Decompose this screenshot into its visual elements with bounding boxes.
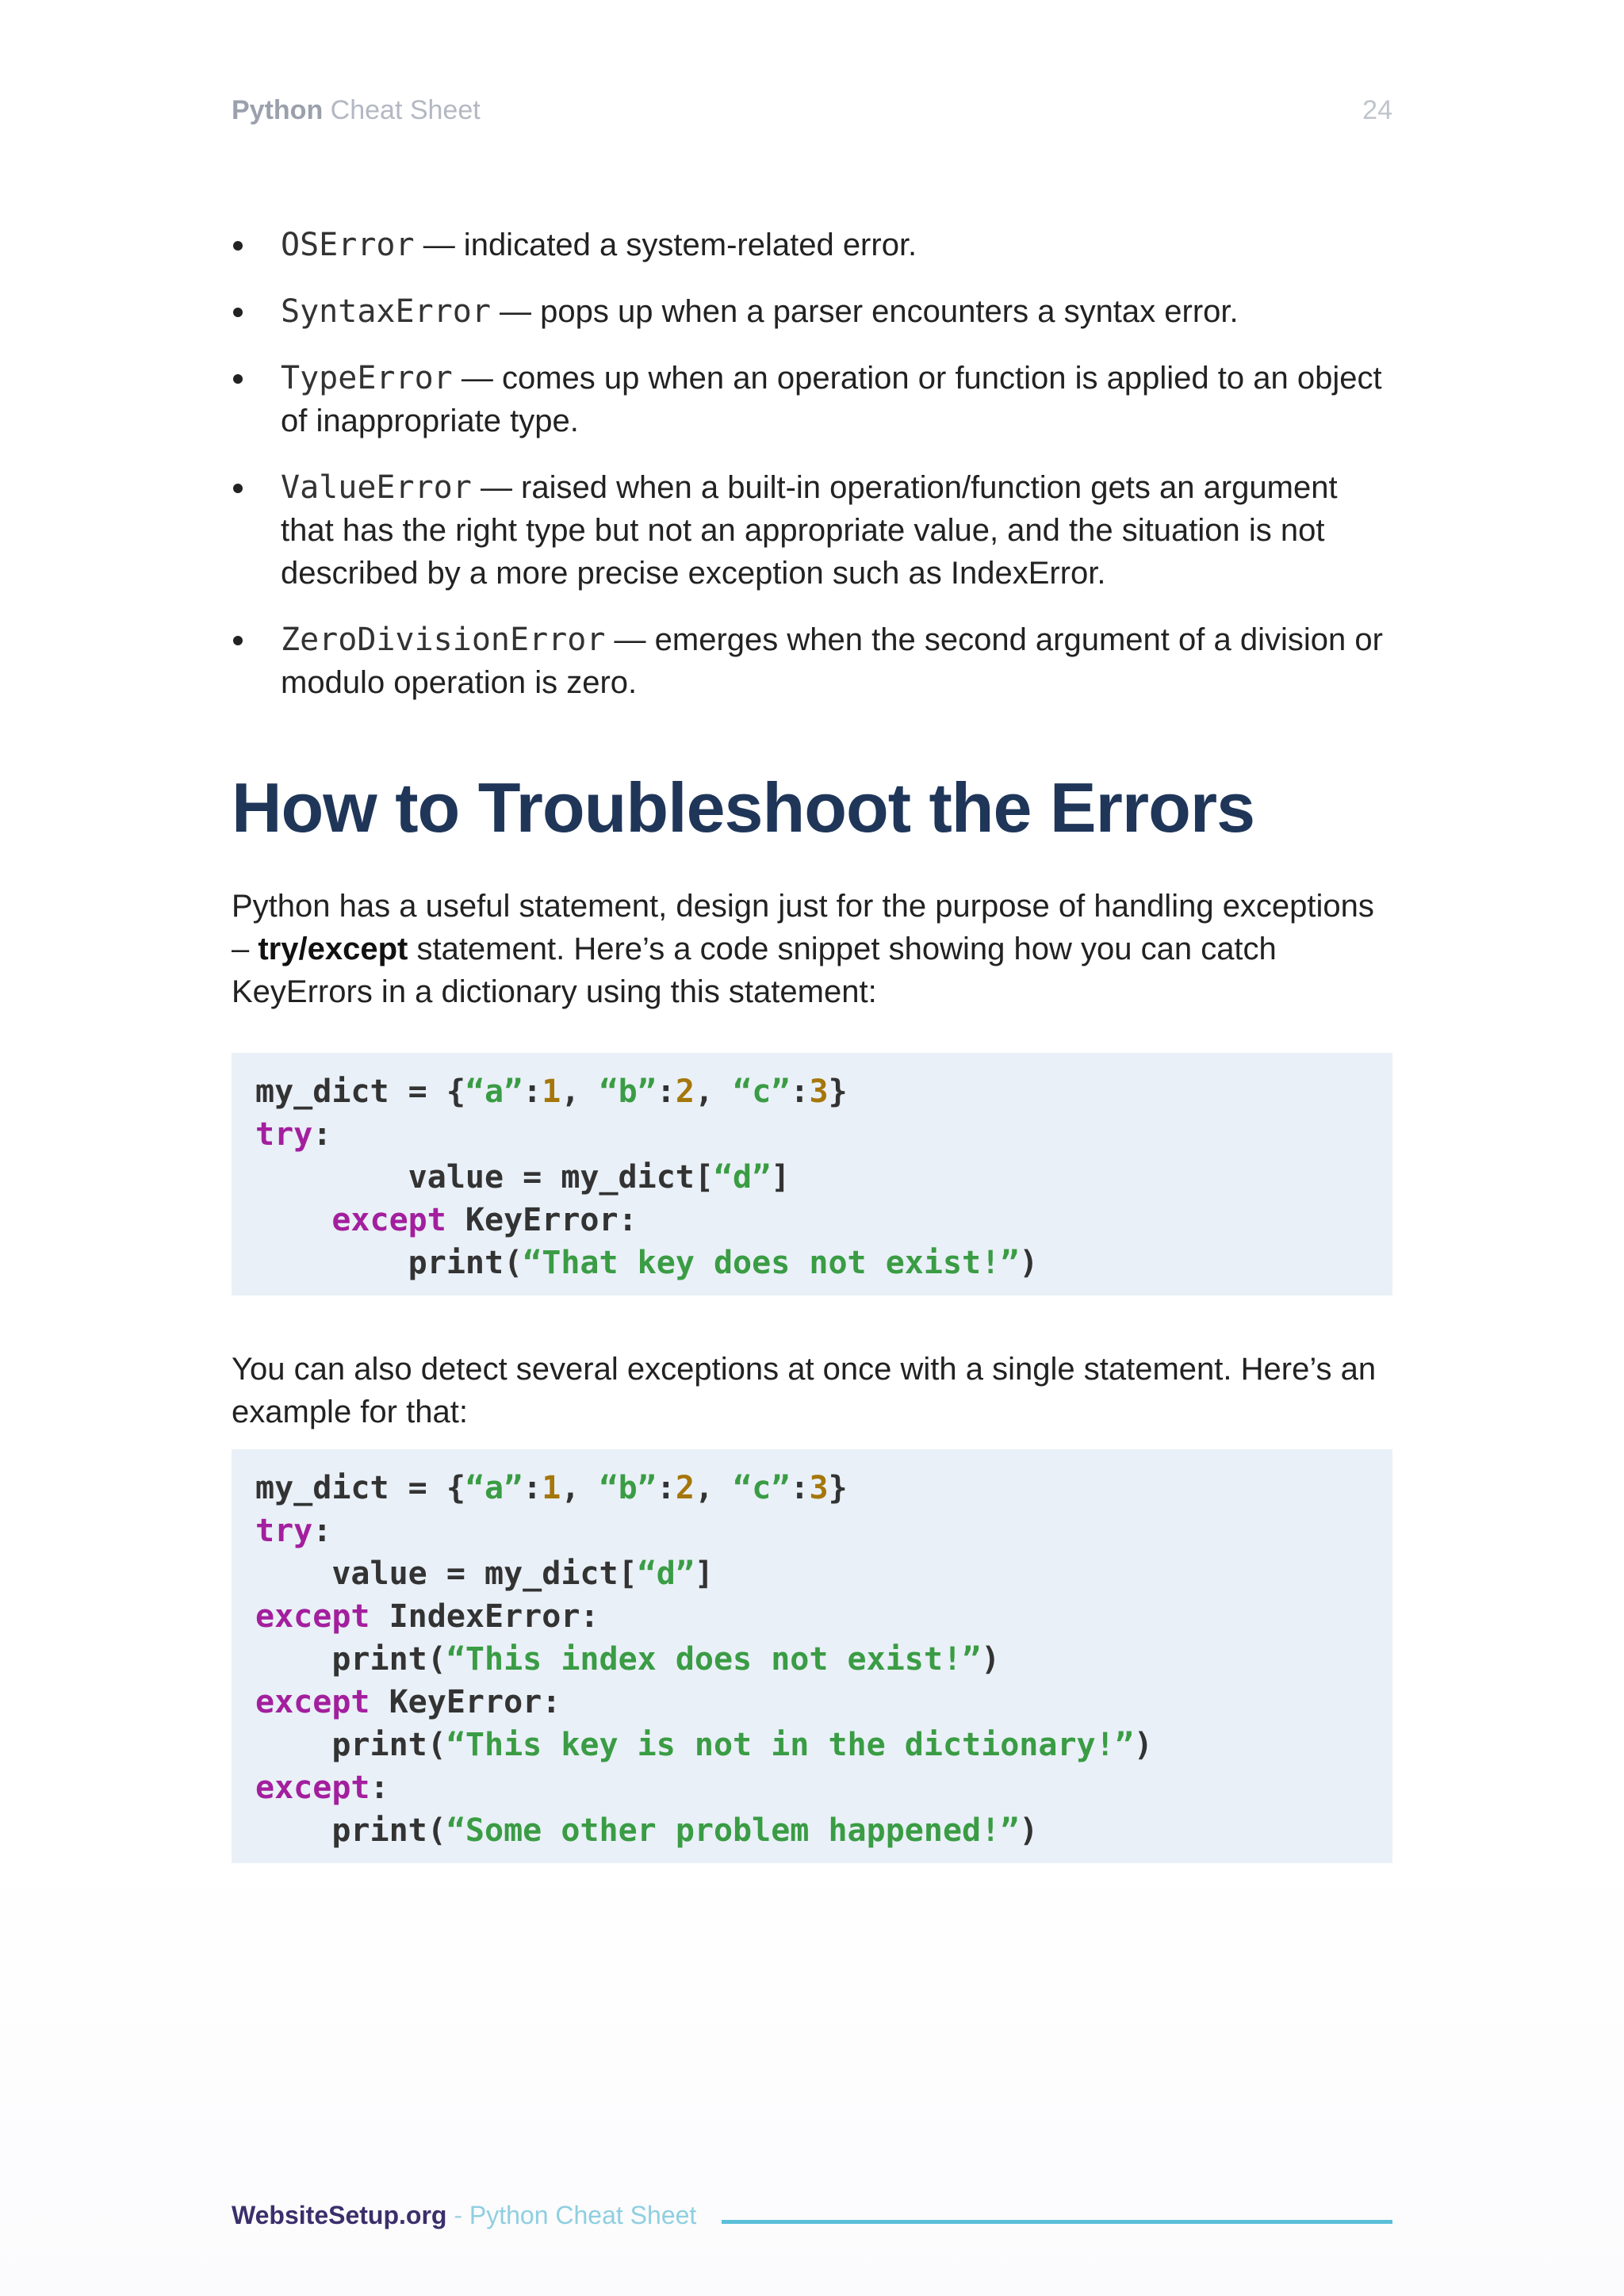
bullet-icon [233,374,243,384]
exception-name: ZeroDivisionError [281,622,606,658]
list-item [232,224,1392,266]
footer-separator: - [446,2201,469,2229]
list-item [232,466,1392,595]
code-keyword: except [255,1770,370,1806]
bullet-icon [233,241,243,251]
code-keyword: try [255,1513,313,1549]
code-token: : [656,1073,676,1110]
code-token: : [370,1770,389,1806]
exception-name: TypeError [281,360,453,396]
footer-title: Python Cheat Sheet [469,2201,697,2229]
footer-site-link[interactable]: WebsiteSetup.org [232,2201,447,2229]
code-string: “This index does not exist!” [446,1641,982,1678]
code-token: : [312,1513,332,1549]
code-keyword: except [331,1202,446,1238]
code-number: 1 [542,1470,561,1506]
running-header [232,95,481,126]
code-string: “a” [465,1470,523,1506]
code-token: ] [771,1159,791,1196]
code-token: ) [981,1641,1001,1678]
footer-rule [722,2220,1392,2224]
code-token: IndexError: [370,1598,599,1635]
code-token: ] [694,1556,714,1592]
code-block-keyerror [232,1053,1392,1295]
code-token: print( [255,1641,446,1678]
code-token: KeyError: [370,1684,561,1720]
code-token: KeyError: [446,1202,638,1238]
code-token: : [523,1073,542,1110]
code-token: ) [1019,1245,1039,1281]
code-token: : [312,1116,332,1153]
bullet-icon [233,308,243,317]
footer [232,2201,696,2230]
code-token: value = my_dict[ [255,1556,638,1592]
code-token: value = my_dict[ [255,1159,714,1196]
code-token: , [694,1073,733,1110]
exception-name: ValueError [281,469,472,506]
code-number: 2 [675,1073,695,1110]
section-heading: How to Troubleshoot the Errors [232,768,1255,847]
code-string: “Some other problem happened!” [446,1812,1020,1849]
code-token: print( [255,1812,446,1849]
code-token: , [561,1073,599,1110]
code-number: 2 [675,1470,695,1506]
code-string: “c” [733,1470,791,1506]
code-token: my_dict = { [255,1073,465,1110]
code-number: 1 [542,1073,561,1110]
code-token: : [523,1470,542,1506]
try-except-term: try/except [258,932,408,966]
header-brand: Python [232,95,324,125]
page-number: 24 [1362,95,1392,125]
list-item [232,618,1392,704]
second-paragraph: You can also detect several exceptions at once with a single statement. Here’s an example for that: [232,1352,1377,1429]
code-token: , [694,1470,733,1506]
code-string: “d” [637,1556,695,1592]
intro-text-end: statement. Here’s a code snippet showing how you can catch KeyErrors in a dictionary using this statement: [232,932,1277,1009]
code-token: my_dict = { [255,1470,465,1506]
exception-description: — pops up when a parser encounters a syntax error. [490,294,1239,329]
code-string: “b” [599,1470,657,1506]
exception-description: — raised when a built-in operation/function gets an argument that has the right type but not an appropriate value, and the situation is not described by a more precise exception such as IndexError. [281,470,1338,591]
code-string: “This key is not in the dictionary!” [446,1727,1134,1763]
code-token: print( [255,1245,523,1281]
code-token: } [828,1073,848,1110]
bullet-icon [233,636,243,645]
code-number: 3 [809,1073,829,1110]
code-string: “b” [599,1073,657,1110]
code-token: : [790,1073,810,1110]
exception-list [232,224,1392,728]
code-token: ) [1019,1812,1039,1849]
code-token: : [656,1470,676,1506]
code-string: “That key does not exist!” [523,1245,1020,1281]
code-token: ) [1133,1727,1153,1763]
intro-text-start: Python has a useful statement, design just for the purpose of handling exceptions – [232,889,1374,966]
code-token: : [790,1470,810,1506]
code-string: “a” [465,1073,523,1110]
list-item [232,290,1392,333]
exception-description: — emerges when the second argument of a division or modulo operation is zero. [281,622,1383,700]
code-token: print( [255,1727,446,1763]
exception-description: — comes up when an operation or function is applied to an object of inappropriate type. [281,361,1382,438]
bullet-icon [233,484,243,493]
exception-description: — indicated a system-related error. [414,228,917,262]
code-keyword: try [255,1116,313,1153]
code-token: } [828,1470,848,1506]
exception-name: SyntaxError [281,293,491,330]
code-number: 3 [809,1470,829,1506]
list-item [232,357,1392,442]
code-block-multiple-exceptions [232,1449,1392,1863]
exception-name: OSError [281,227,415,263]
code-token: , [561,1470,599,1506]
code-string: “d” [713,1159,772,1196]
code-string: “c” [733,1073,791,1110]
intro-paragraph [232,885,1392,1013]
code-indent [255,1202,331,1238]
code-keyword: except [255,1684,370,1720]
header-title: Cheat Sheet [330,95,481,125]
code-keyword: except [255,1598,370,1635]
